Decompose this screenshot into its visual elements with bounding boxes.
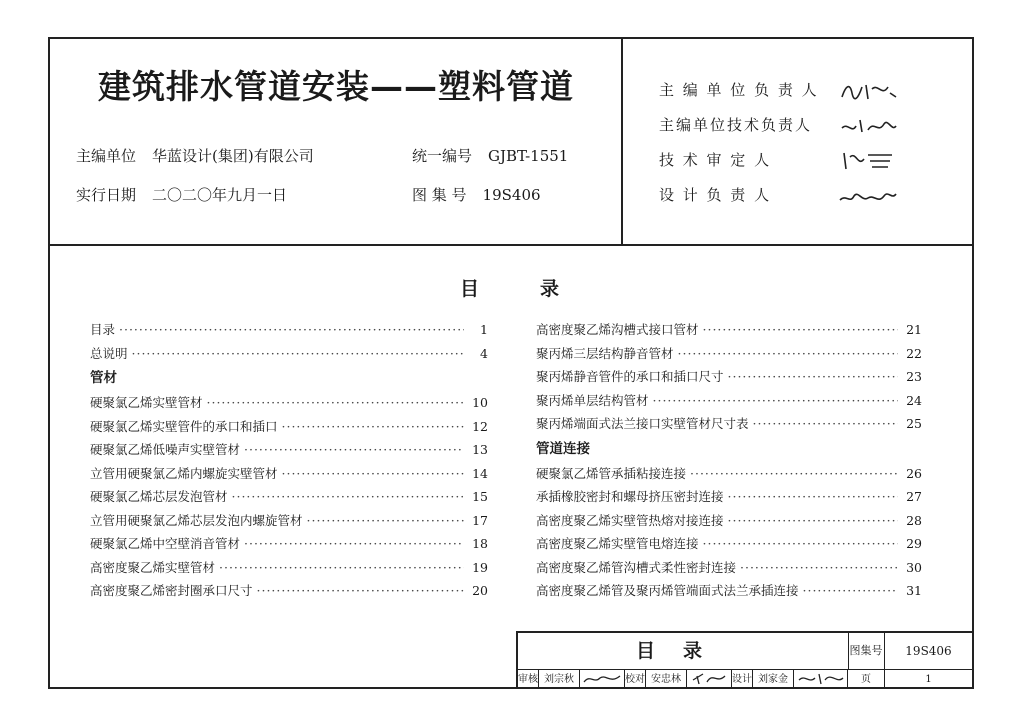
toc-entry[interactable]: 总说明 ····· 4 <box>90 342 488 366</box>
signature-2 <box>838 114 898 138</box>
code-row <box>412 145 568 166</box>
check-signature-mark <box>689 670 729 686</box>
title-header <box>50 39 972 246</box>
org-value: 华蓝设计(集团)有限公司 <box>152 147 314 165</box>
toc-entry[interactable]: 高密度聚乙烯密封圈承口尺寸 ····· 20 <box>90 579 488 603</box>
toc-entry[interactable]: 聚丙烯静音管件的承口和插口尺寸 ····· 23 <box>536 365 922 389</box>
signature-1 <box>838 79 898 103</box>
code-label: 统一编号 <box>412 147 473 165</box>
toc-entry[interactable]: 硬聚氯乙烯中空壁消音管材 ····· 18 <box>90 532 488 556</box>
design-lead: 设 计 负 责 人 <box>659 186 772 204</box>
toc-entry[interactable]: 立管用硬聚氯乙烯芯层发泡内螺旋管材 ····· 17 <box>90 509 488 533</box>
page-value: 1 <box>925 674 932 685</box>
org-label: 主编单位 <box>76 147 137 165</box>
technical-reviewer: 技 术 审 定 人 <box>659 151 772 169</box>
toc-entry[interactable]: 硬聚氯乙烯芯层发泡管材 ····· 15 <box>90 485 488 509</box>
drawing-frame <box>48 37 974 689</box>
toc-entry[interactable]: 高密度聚乙烯管及聚丙烯管端面式法兰承插连接 ····· 31 <box>536 579 922 603</box>
check-signature <box>687 670 732 689</box>
review-signature-mark <box>582 670 622 686</box>
date-label: 实行日期 <box>76 186 137 204</box>
design-label: 设计 <box>732 670 753 689</box>
toc-entry[interactable]: 高密度聚乙烯实壁管热熔对接连接 ····· 28 <box>536 509 922 533</box>
toc-left-column <box>90 318 488 603</box>
toc-entry[interactable]: 目录 ····· 1 <box>90 318 488 342</box>
main-title: 建筑排水管道安装——塑料管道 <box>98 67 574 106</box>
toc-entry[interactable]: 硬聚氯乙烯实壁管材 ····· 10 <box>90 391 488 415</box>
responsible-persons <box>623 39 972 244</box>
approval-row <box>518 670 972 689</box>
toc-entry[interactable]: 高密度聚乙烯沟槽式接口管材 ····· 21 <box>536 318 922 342</box>
title-block-title: 目录 <box>518 633 849 669</box>
code-value: GJBT-1551 <box>488 147 569 165</box>
toc-entry[interactable]: 聚丙烯单层结构管材 ····· 24 <box>536 389 922 413</box>
title-block-atlas-value: 19S406 <box>905 644 952 658</box>
toc-entry[interactable]: 高密度聚乙烯实壁管电熔连接 ····· 29 <box>536 532 922 556</box>
design-name: 刘家金 <box>753 670 794 689</box>
check-label: 校对 <box>625 670 646 689</box>
org-row <box>76 145 314 166</box>
toc-entry[interactable]: 硬聚氯乙烯管承插粘接连接 ····· 26 <box>536 462 922 486</box>
signature-4 <box>838 184 898 208</box>
chief-editor-head: 主 编 单 位 负 责 人 <box>659 81 819 99</box>
review-name: 刘宗秋 <box>539 670 580 689</box>
page-label: 页 <box>848 670 885 689</box>
design-signature-mark <box>797 670 845 686</box>
check-name: 安忠林 <box>646 670 687 689</box>
toc-section-heading: 管道连接 <box>536 440 590 457</box>
review-label: 审核 <box>518 670 539 689</box>
toc-entry[interactable]: 高密度聚乙烯管沟槽式柔性密封连接 ····· 30 <box>536 556 922 580</box>
toc-entry[interactable]: 聚丙烯端面式法兰接口实壁管材尺寸表 ····· 25 <box>536 412 922 436</box>
toc-entry[interactable]: 聚丙烯三层结构静音管材 ····· 22 <box>536 342 922 366</box>
date-value: 二〇二〇年九月一日 <box>152 186 288 204</box>
atlas-value: 19S406 <box>482 186 541 204</box>
toc-title-right: 录 <box>540 278 560 300</box>
signature-3 <box>838 149 898 173</box>
toc-entry[interactable]: 承插橡胶密封和螺母挤压密封连接 ····· 27 <box>536 485 922 509</box>
toc-title-left: 目 <box>460 278 480 300</box>
chief-editor-tech-head: 主编单位技术负责人 <box>659 116 813 134</box>
atlas-label: 图 集 号 <box>412 186 467 204</box>
toc-entry[interactable]: 硬聚氯乙烯低噪声实壁管材 ····· 13 <box>90 438 488 462</box>
toc-right-column <box>536 318 922 603</box>
title-block <box>516 631 972 689</box>
review-signature <box>580 670 625 689</box>
date-row <box>76 184 287 205</box>
toc-entry[interactable]: 立管用硬聚氯乙烯内螺旋实壁管材 ····· 14 <box>90 462 488 486</box>
toc-section-heading: 管材 <box>90 370 117 386</box>
atlas-row <box>412 184 541 205</box>
toc-entry[interactable]: 高密度聚乙烯实壁管材 ····· 19 <box>90 556 488 580</box>
title-block-atlas-label: 图集号 <box>848 633 885 669</box>
toc-entry[interactable]: 硬聚氯乙烯实壁管件的承口和插口 ····· 12 <box>90 415 488 439</box>
table-of-contents <box>50 246 972 687</box>
design-signature <box>794 670 848 689</box>
header-info <box>50 39 623 244</box>
